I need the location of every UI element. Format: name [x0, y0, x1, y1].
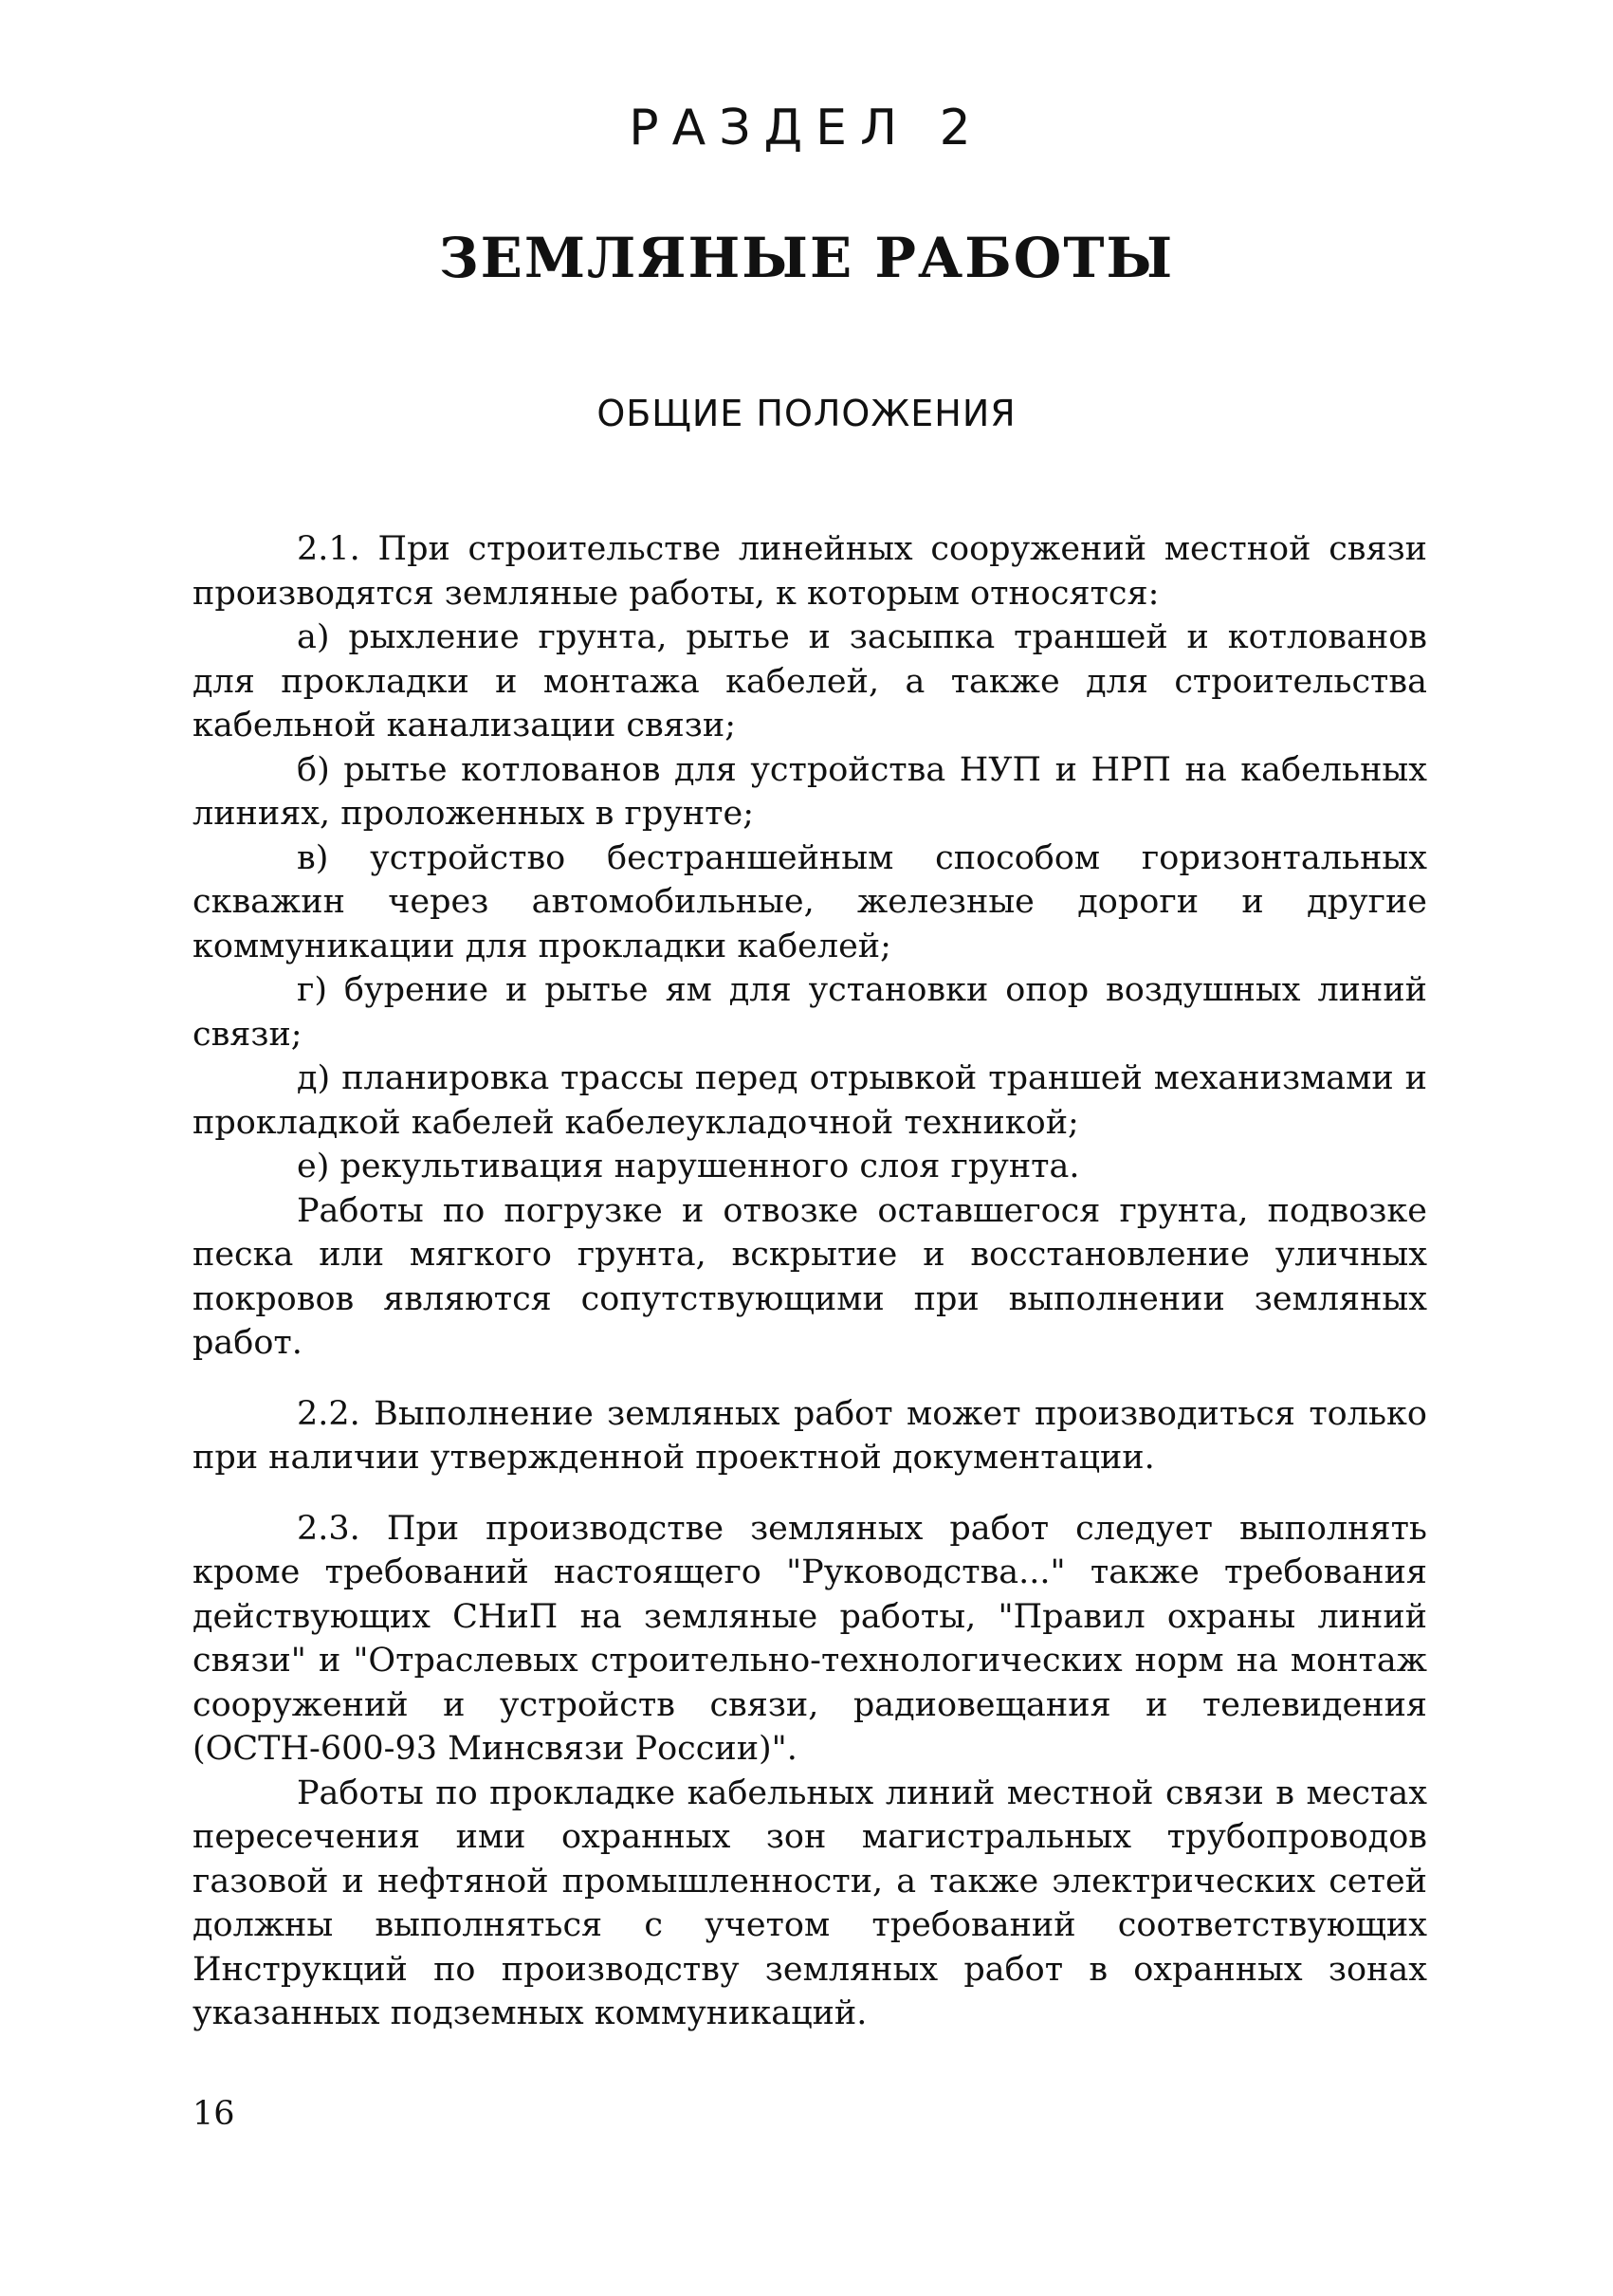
section-label: РАЗДЕЛ 2 — [629, 100, 984, 156]
list-item-e: е) рекультивация нарушенного слоя грунта. — [297, 1148, 1080, 1185]
list-item-b: б) рытье котлованов для устройства НУП и НРП на кабельных линиях, проложенных в грунте; — [192, 750, 1427, 833]
list-item-g: г) бурение и рытье ям для установки опор воздушных линий связи; — [192, 971, 1427, 1054]
page-number: 16 — [192, 2095, 235, 2133]
section-title: ЗЕМЛЯНЫЕ РАБОТЫ — [438, 226, 1175, 290]
paragraph-2-3: 2.3. При производстве земляных работ следует выполнять кроме требований настоящего "Руководства..." также требования действующих СНиП на земляные работы, "Правил охраны линий связи" и "Отраслевых строительно-технологических норм на монтаж сооружений и устройств связи, радиовещания и телевидения (ОСТН-600-93 Минсвязи России)". — [192, 1509, 1427, 1768]
section-subtitle: ОБЩИЕ ПОЛОЖЕНИЯ — [596, 393, 1017, 434]
list-item-d: д) планировка трассы перед отрывкой траншей механизмами и прокладкой кабелей кабелеукладочной техникой; — [192, 1059, 1427, 1142]
paragraph-2-2: 2.2. Выполнение земляных работ может производиться только при наличии утвержденной проектной документации. — [192, 1394, 1427, 1477]
list-item-a: а) рыхление грунта, рытье и засыпка траншей и котлованов для прокладки и монтажа кабелей, а также для строительства кабельной канализации связи; — [192, 618, 1427, 744]
body-text — [192, 527, 1427, 2036]
list-item-v: в) устройство бестраншейным способом горизонтальных скважин через автомобильные, железные дороги и другие коммуникации для прокладки кабелей; — [192, 838, 1427, 965]
paragraph-2-1: 2.1. При строительстве линейных сооружений местной связи производятся земляные работы, к которым относятся: — [192, 530, 1427, 613]
paragraph-protected-zones: Работы по прокладке кабельных линий местной связи в местах пересечения ими охранных зон магистральных трубопроводов газовой и нефтяной промышленности, а также электрических сетей должны выполняться с учетом требований соответствующих Инструкций по производству земляных работ в охранных зонах указанных подземных коммуникаций. — [192, 1773, 1427, 2032]
paragraph-related-works: Работы по погрузке и отвозке оставшегося грунта, подвозке песка или мягкого грунта, вскрытие и восстановление уличных покровов являются сопутствующими при выполнении земляных работ. — [192, 1191, 1427, 1362]
